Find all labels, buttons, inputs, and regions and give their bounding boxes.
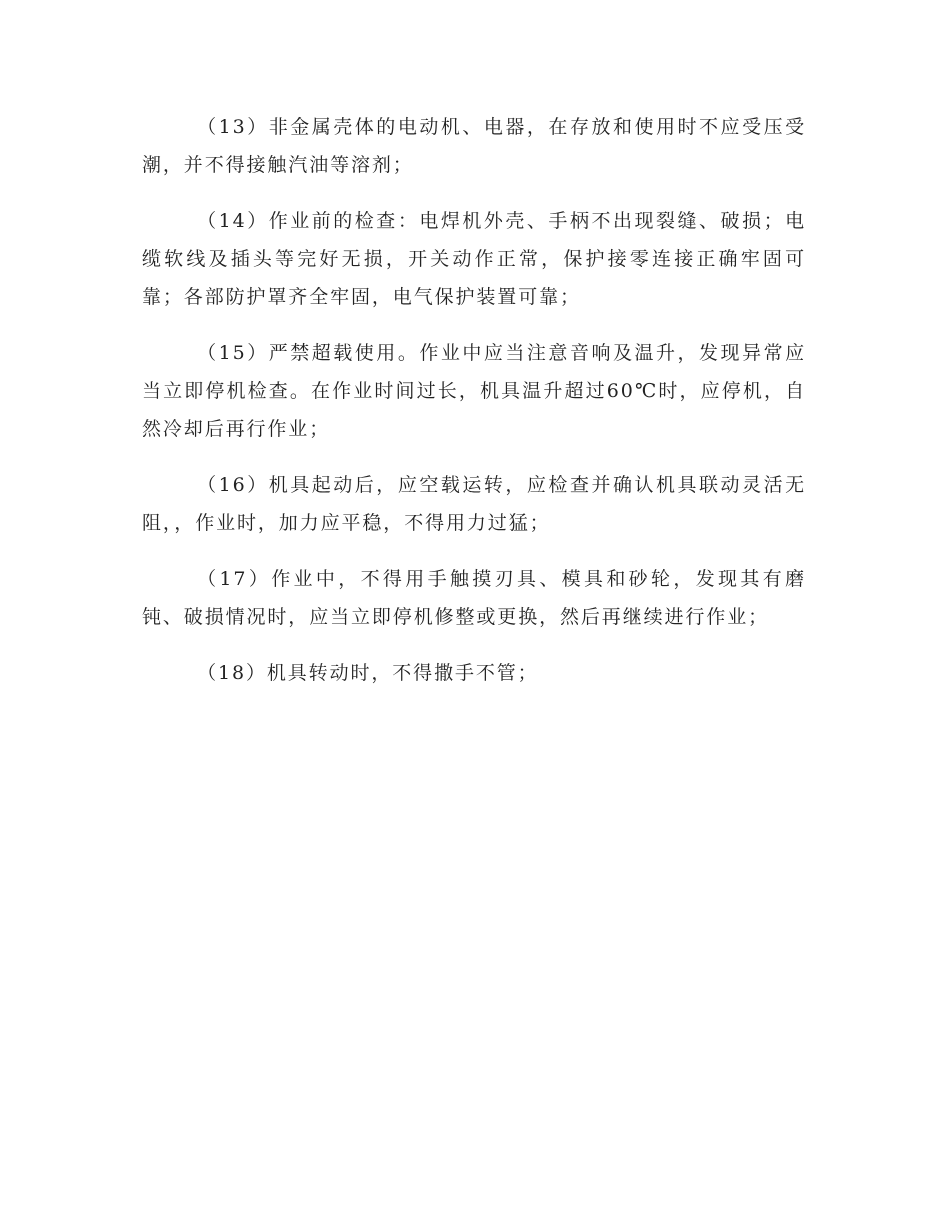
document-body bbox=[142, 108, 806, 710]
paragraph-13: （13）非金属壳体的电动机、电器，在存放和使用时不应受压受潮，并不得接触汽油等溶剂； bbox=[142, 116, 806, 176]
paragraph-15: （15）严禁超载使用。作业中应当注意音响及温升，发现异常应当立即停机检查。在作业时间过长，机具温升超过60℃时，应停机，自然冷却后再行作业； bbox=[142, 342, 806, 440]
paragraph-14: （14）作业前的检查：电焊机外壳、手柄不出现裂缝、破损；电缆软线及插头等完好无损，开关动作正常，保护接零连接正确牢固可靠；各部防护罩齐全牢固，电气保护装置可靠； bbox=[142, 210, 806, 308]
paragraph-17: （17）作业中，不得用手触摸刃具、模具和砂轮，发现其有磨钝、破损情况时，应当立即停机修整或更换，然后再继续进行作业； bbox=[142, 568, 806, 628]
paragraph-18: （18）机具转动时，不得撒手不管； bbox=[197, 662, 539, 684]
paragraph-16: （16）机具起动后，应空载运转，应检查并确认机具联动灵活无阻，，作业时，加力应平稳，不得用力过猛； bbox=[142, 474, 806, 534]
